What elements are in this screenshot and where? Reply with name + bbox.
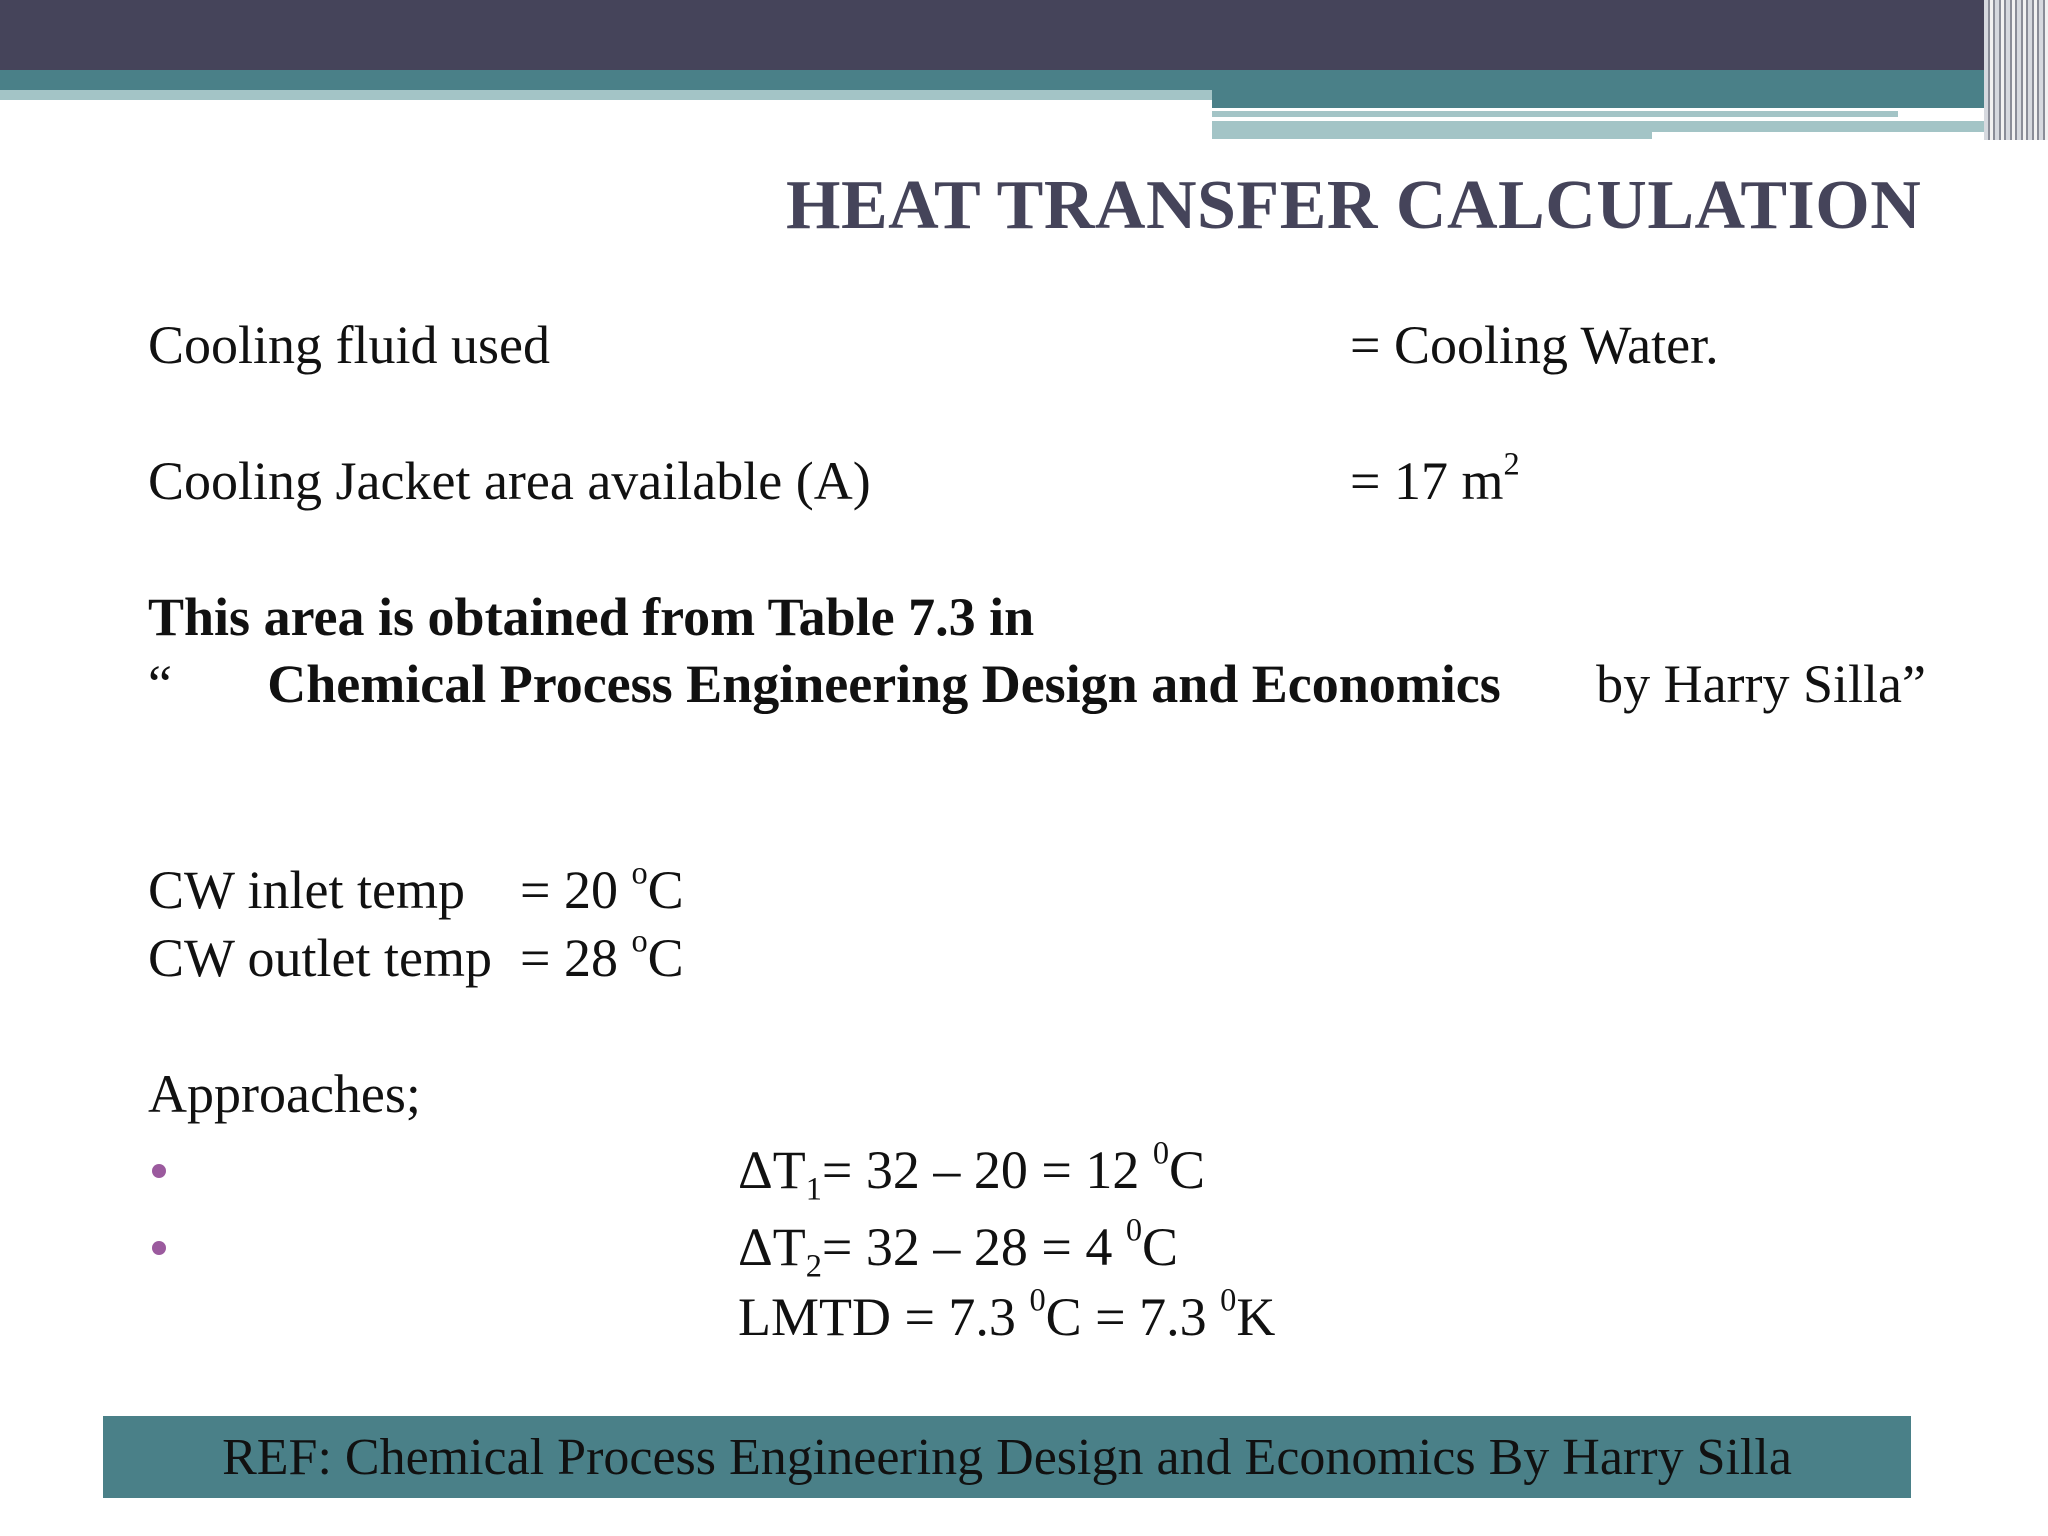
- inlet-temp-number: = 20: [520, 860, 632, 920]
- delta-t2-equation: [738, 1212, 1179, 1285]
- area-unit-exponent: 2: [1503, 446, 1520, 483]
- approaches-heading: Approaches;: [148, 1064, 421, 1124]
- cooling-fluid-value: = Cooling Water.: [1350, 315, 1719, 375]
- degree-mark: 0: [1152, 1135, 1170, 1172]
- header-band-teal-right: [1212, 90, 2048, 108]
- book-title: Chemical Process Engineering Design and Economics: [267, 654, 1501, 714]
- degree-mark: o: [631, 855, 648, 892]
- delta-t1-equation: [738, 1135, 1206, 1208]
- lmtd-value-celsius: LMTD = 7.3: [738, 1287, 1030, 1347]
- bullet-icon: [152, 1164, 166, 1178]
- lmtd-value-kelvin: C = 7.3: [1045, 1287, 1221, 1347]
- source-note-line1: This area is obtained from Table 7.3 in: [148, 587, 1035, 647]
- delta-t-symbol: ΔT: [738, 1217, 806, 1277]
- jacket-area-value: [1350, 446, 1520, 511]
- unit-celsius: C: [647, 860, 684, 920]
- bullet-icon: [152, 1241, 166, 1255]
- open-quote: “: [148, 654, 172, 714]
- unit-celsius: C: [1169, 1140, 1206, 1200]
- subscript-1: 1: [805, 1171, 822, 1208]
- subscript-2: 2: [805, 1248, 822, 1285]
- degree-mark: o: [631, 923, 648, 960]
- source-note-line2: [148, 654, 1926, 714]
- unit-celsius: C: [1142, 1217, 1179, 1277]
- jacket-area-number: = 17 m: [1350, 451, 1504, 511]
- delta-t2-expression: = 32 – 28 = 4: [821, 1217, 1126, 1277]
- delta-t1-expression: = 32 – 20 = 12: [821, 1140, 1153, 1200]
- outlet-temp-value: [520, 923, 684, 988]
- inlet-temp-value: [520, 855, 684, 920]
- unit-kelvin: K: [1236, 1287, 1276, 1347]
- degree-mark: 0: [1125, 1212, 1143, 1249]
- header-thin-line: [1212, 111, 1898, 117]
- delta-t-symbol: ΔT: [738, 1140, 806, 1200]
- degree-mark: 0: [1029, 1282, 1046, 1319]
- unit-celsius: C: [647, 928, 684, 988]
- lmtd-equation: [738, 1282, 1276, 1347]
- cooling-fluid-label: Cooling fluid used: [148, 315, 550, 375]
- header-stripes: [1984, 0, 2048, 140]
- jacket-area-label: Cooling Jacket area available (A): [148, 451, 871, 511]
- book-author: by Harry Silla”: [1596, 654, 1926, 714]
- outlet-temp-number: = 28: [520, 928, 632, 988]
- header-band-teal: [0, 70, 2048, 90]
- header-band-light-left: [0, 90, 1212, 100]
- slide-title: HEAT TRANSFER CALCULATION: [786, 167, 1922, 244]
- inlet-temp-label: CW inlet temp: [148, 860, 465, 920]
- outlet-temp-label: CW outlet temp: [148, 928, 492, 988]
- header-band-dark: [0, 0, 2048, 70]
- degree-mark: 0: [1220, 1282, 1237, 1319]
- reference-footer: [103, 1416, 1911, 1498]
- reference-text: REF: Chemical Process Engineering Design and Economics By Harry Silla: [222, 1428, 1792, 1486]
